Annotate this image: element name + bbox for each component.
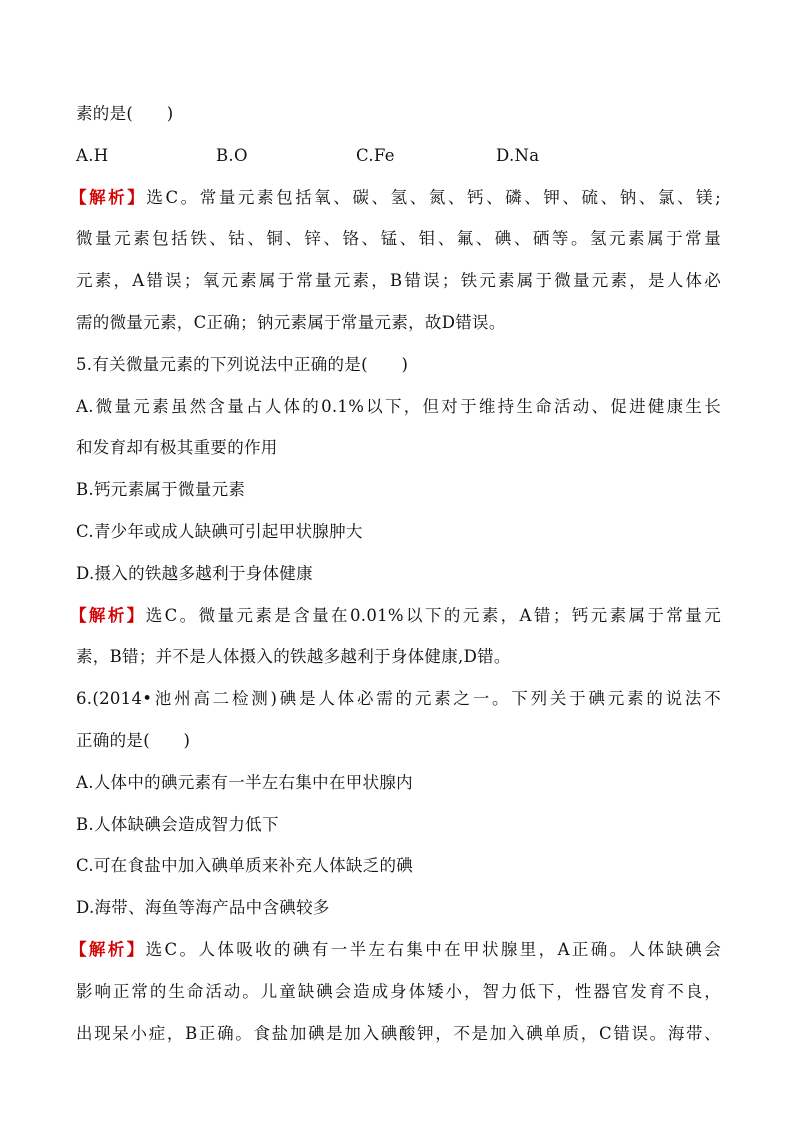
q6-analysis-line-1 — [70, 936, 721, 964]
q6-option-b: B.人体缺碘会造成智力低下 — [76, 814, 279, 834]
q5-option-a-line-2: 和发育却有极其重要的作用 — [76, 438, 278, 458]
q5-option-d: D.摄入的铁越多越利于身体健康 — [76, 563, 313, 583]
q4-analysis-line-3: 元素，A错误；氧元素属于常量元素，B错误；铁元素属于微量元素，是人体必 — [76, 271, 721, 291]
q4-option-a: A.H — [76, 145, 109, 165]
q4-analysis-line-1 — [70, 184, 722, 212]
q5-analysis-tag: 【解析】 — [70, 605, 146, 625]
q6-stem-line-2: 正确的是( ) — [76, 730, 191, 750]
q5-option-c: C.青少年或成人缺碘可引起甲状腺肿大 — [76, 521, 363, 541]
q5-analysis-text-1: 选C。微量元素是含量在0.01%以下的元素，A错；钙元素属于常量元 — [145, 605, 722, 625]
document-page — [70, 100, 722, 1061]
q6-analysis-tag: 【解析】 — [70, 939, 146, 959]
q4-analysis-line-4: 需的微量元素，C正确；钠元素属于常量元素，故D错误。 — [76, 312, 506, 332]
q4-option-c: C.Fe — [356, 145, 395, 165]
q6-analysis-line-3: 出现呆小症，B正确。食盐加碘是加入碘酸钾，不是加入碘单质，C错误。海带、 — [76, 1023, 721, 1043]
q4-analysis-tag: 【解析】 — [70, 187, 147, 207]
q5-option-b: B.钙元素属于微量元素 — [76, 480, 246, 500]
q5-stem: 5.有关微量元素的下列说法中正确的是( ) — [76, 354, 409, 374]
q5-option-a-line-1: A.微量元素虽然含量占人体的0.1%以下，但对于维持生命活动、促进健康生长 — [76, 396, 721, 416]
q6-option-d: D.海带、海鱼等海产品中含碘较多 — [76, 898, 330, 918]
q4-options — [76, 142, 721, 170]
q4-option-b: B.O — [216, 145, 248, 165]
q4-stem-tail: 素的是( ) — [76, 104, 174, 123]
q4-analysis-line-2: 微量元素包括铁、钴、铜、锌、铬、锰、钼、氟、碘、硒等。氢元素属于常量 — [76, 229, 721, 249]
q4-option-d: D.Na — [496, 145, 540, 165]
q6-stem-line-1: 6.(2014•池州高二检测)碘是人体必需的元素之一。下列关于碘元素的说法不 — [76, 689, 721, 709]
q5-analysis-line-2: 素，B错；并不是人体摄入的铁越多越利于身体健康,D错。 — [76, 647, 511, 667]
q6-option-a: A.人体中的碘元素有一半左右集中在甲状腺内 — [76, 772, 413, 792]
q6-option-c: C.可在食盐中加入碘单质来补充人体缺乏的碘 — [76, 856, 414, 876]
q4-analysis-text-1: 选C。常量元素包括氧、碳、氢、氮、钙、磷、钾、硫、钠、氯、镁; — [146, 187, 722, 207]
q5-analysis-line-1 — [70, 602, 722, 630]
q6-analysis-text-1: 选C。人体吸收的碘有一半左右集中在甲状腺里，A正确。人体缺碘会 — [145, 939, 721, 959]
q6-analysis-line-2: 影响正常的生命活动。儿童缺碘会造成身体矮小，智力低下，性器官发育不良， — [76, 981, 721, 1001]
